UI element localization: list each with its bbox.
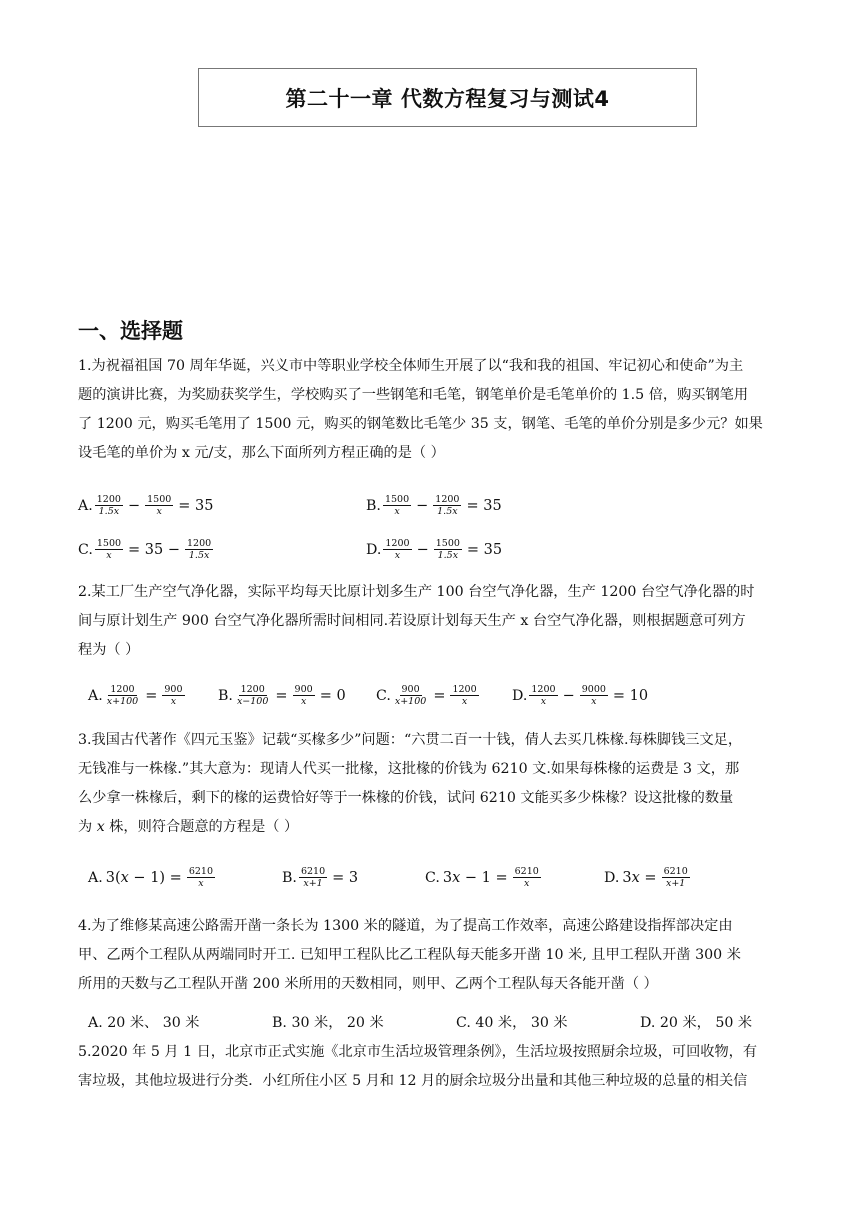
question-line: 题的演讲比赛，为奖励获奖学生，学校购买了一些钢笔和毛笔，钢笔单价是毛笔单价的 1.5 倍，购买钢笔用	[78, 387, 749, 403]
operator: −	[127, 497, 141, 514]
denominator: 𝑥	[591, 696, 597, 707]
page-title: 第二十一章 代数方程复习与测试4	[285, 86, 610, 111]
fraction	[95, 538, 123, 561]
question-5-text	[78, 1038, 798, 1096]
question-3-text	[78, 726, 798, 842]
fraction	[662, 866, 690, 889]
question-line: 么少拿一株椽后，剩下的椽的运费恰好等于一株椽的价钱，试问 6210 文能买多少株椽？设这批椽的数量	[78, 790, 734, 806]
fraction	[580, 684, 608, 707]
fraction	[105, 684, 140, 707]
equation-rhs: = 35	[466, 541, 503, 558]
question-line: 为 𝑥 株，则符合题意的方程是（ ）	[78, 819, 299, 835]
numerator: 900	[294, 684, 313, 695]
denominator: 1.5𝑥	[437, 506, 458, 517]
fraction	[513, 866, 541, 889]
option-label: B.	[282, 869, 297, 886]
numerator: 1200	[187, 538, 212, 549]
fraction	[299, 866, 327, 889]
option-label: D.	[604, 869, 620, 886]
denominator: 𝑥	[461, 696, 468, 707]
question-4-text	[78, 912, 798, 999]
operator: −	[562, 687, 575, 704]
title-box	[198, 68, 697, 127]
fraction	[433, 494, 461, 517]
equation-lhs: 3𝑥 − 1 =	[442, 869, 508, 886]
q4-option-a[interactable]: A. 20 米、 30 米	[88, 1015, 200, 1031]
fraction	[450, 684, 478, 707]
numerator: 6210	[663, 866, 688, 877]
denominator: 𝑥	[300, 696, 307, 707]
fraction	[293, 684, 315, 707]
q1-option-a[interactable]	[78, 494, 217, 517]
fraction	[185, 538, 213, 561]
equation-lhs: 3𝑥 =	[622, 869, 657, 886]
q3-option-b[interactable]	[282, 866, 361, 889]
section-heading: 一、选择题	[78, 319, 183, 343]
question-1-text	[78, 352, 798, 468]
fraction	[383, 494, 411, 517]
fraction	[95, 494, 123, 517]
denominator: 𝑥	[524, 878, 530, 889]
equation-lhs: 3(𝑥 − 1) =	[105, 869, 182, 886]
question-line: 程为（ ）	[78, 642, 140, 658]
option-label: D.	[512, 687, 528, 704]
denominator: 𝑥	[170, 696, 177, 707]
fraction	[393, 684, 428, 707]
fraction	[145, 494, 173, 517]
q2-option-a[interactable]	[88, 684, 187, 707]
numerator: 1500	[96, 538, 122, 549]
question-line: 设毛笔的单价为 x 元/支，那么下面所列方程正确的是（ ）	[78, 445, 445, 461]
equation-middle: = 35 −	[128, 541, 181, 558]
question-line: 甲、乙两个工程队从两端同时开工. 已知甲工程队比乙工程队每天能多开凿 10 米, 且甲工程队开凿 300 米	[78, 947, 741, 963]
operator: =	[145, 687, 158, 704]
q3-option-a[interactable]	[88, 866, 217, 889]
numerator: 1500	[435, 538, 460, 549]
operator: −	[416, 541, 429, 558]
question-2-text	[78, 578, 798, 665]
denominator: 𝑥+1	[665, 878, 686, 889]
option-label: A.	[78, 497, 93, 514]
denominator: 𝑥	[540, 696, 547, 707]
denominator: 1.5𝑥	[437, 550, 459, 561]
numerator: 1200	[452, 684, 477, 695]
question-line: 所用的天数与乙工程队开凿 200 米所用的天数相同，则甲、乙两个工程队每天各能开凿（ ）	[78, 976, 658, 992]
question-line: 4.为了维修某高速公路需开凿一条长为 1300 米的隧道，为了提高工作效率，高速公路建设指挥部决定由	[78, 918, 733, 934]
numerator: 6210	[300, 866, 326, 877]
denominator: 1.5𝑥	[98, 506, 120, 517]
operator: =	[275, 687, 288, 704]
numerator: 900	[164, 684, 183, 695]
option-label: A.	[88, 687, 103, 704]
option-label: C.	[425, 869, 440, 886]
denominator: 𝑥	[394, 506, 400, 517]
numerator: 6210	[188, 866, 214, 877]
operator: =	[433, 687, 446, 704]
fraction	[187, 866, 215, 889]
option-label: B.	[218, 687, 233, 704]
equation-rhs: = 35	[466, 497, 502, 514]
numerator: 9000	[581, 684, 606, 695]
equation-rhs: = 3	[332, 869, 359, 886]
fraction	[383, 538, 411, 561]
question-line: 1.为祝福祖国 70 周年华诞，兴义市中等职业学校全体师生开展了以“我和我的祖国、牢记初心和使命”为主	[78, 358, 744, 374]
question-line: 2.某工厂生产空气净化器，实际平均每天比原计划多生产 100 台空气净化器，生产 1200 台空气净化器的时	[78, 584, 755, 600]
question-line: 无钱准与一株椽.”其大意为：现请人代买一批椽，这批椽的价钱为 6210 文.如果每株椽的运费是 3 文，那	[78, 761, 740, 777]
denominator: 𝑥+100	[106, 696, 139, 707]
option-label: D.	[366, 541, 382, 558]
question-line: 害垃圾，其他垃圾进行分类．小红所住小区 5 月和 12 月的厨余垃圾分出量和其他三种垃圾的总量的相关信	[78, 1073, 748, 1089]
numerator: 1200	[435, 494, 460, 505]
operator: −	[416, 497, 429, 514]
fraction	[162, 684, 184, 707]
numerator: 900	[401, 684, 420, 695]
question-line: 了 1200 元，购买毛笔用了 1500 元，购买的钢笔数比毛笔少 35 支，钢笔、毛笔的单价分别是多少元？如果	[78, 416, 763, 432]
q2-option-c[interactable]	[376, 684, 481, 707]
q1-option-d[interactable]	[366, 538, 505, 561]
numerator: 1500	[147, 494, 172, 505]
option-label: C.	[78, 541, 93, 558]
q3-option-c[interactable]	[425, 866, 543, 889]
option-label: A.	[88, 869, 103, 886]
q4-option-d[interactable]: D. 20 米， 50 米	[640, 1015, 753, 1031]
equation-rhs: = 0	[319, 687, 346, 704]
fraction	[434, 538, 462, 561]
q4-option-c[interactable]: C. 40 米， 30 米	[456, 1015, 568, 1031]
fraction	[529, 684, 557, 707]
denominator: 𝑥−100	[236, 696, 269, 707]
denominator: 1.5𝑥	[188, 550, 210, 561]
denominator: 𝑥+1	[303, 878, 323, 889]
denominator: 𝑥	[106, 550, 112, 561]
numerator: 1500	[384, 494, 410, 505]
fraction	[235, 684, 270, 707]
numerator: 1200	[96, 494, 121, 505]
equation-rhs: = 35	[178, 497, 214, 514]
denominator: 𝑥+100	[394, 696, 427, 707]
equation-rhs: = 10	[612, 687, 649, 704]
denominator: 𝑥	[198, 878, 204, 889]
option-label: C.	[376, 687, 391, 704]
q1-option-c[interactable]	[78, 538, 215, 561]
q3-option-d[interactable]	[604, 866, 692, 889]
denominator: 𝑥	[394, 550, 401, 561]
numerator: 1200	[385, 538, 410, 549]
question-line: 5.2020 年 5 月 1 日，北京市正式实施《北京市生活垃圾管理条例》，生活垃圾按照厨余垃圾，可回收物，有	[78, 1044, 758, 1060]
question-line: 3.我国古代著作《四元玉鉴》记载“买椽多少”问题：“六贯二百一十钱，倩人去买几株椽.每株脚钱三文足，	[78, 732, 743, 748]
q4-option-b[interactable]: B. 30 米， 20 米	[272, 1015, 384, 1031]
numerator: 1200	[110, 684, 135, 695]
numerator: 1200	[531, 684, 556, 695]
denominator: 𝑥	[156, 506, 162, 517]
option-label: B.	[366, 497, 381, 514]
q1-option-b[interactable]	[366, 494, 505, 517]
q2-option-d[interactable]	[512, 684, 651, 707]
numerator: 6210	[514, 866, 539, 877]
question-line: 间与原计划生产 900 台空气净化器所需时间相同.若设原计划每天生产 x 台空气净化器，则根据题意可列方	[78, 613, 746, 629]
numerator: 1200	[240, 684, 265, 695]
q2-option-b[interactable]	[218, 684, 349, 707]
